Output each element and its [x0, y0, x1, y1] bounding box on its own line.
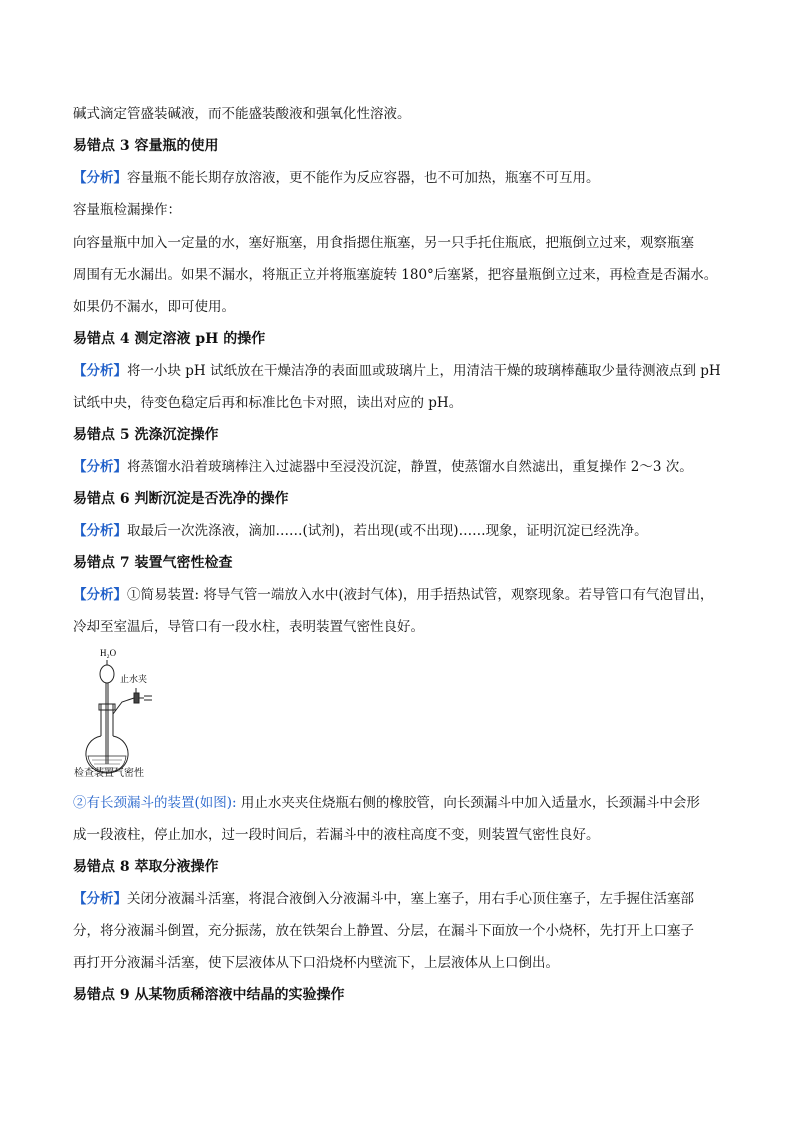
text-line: 分，将分液漏斗倒置，充分振荡，放在铁架台上静置、分层，在漏斗下面放一个小烧杯，先打开上口塞子: [73, 923, 694, 939]
section-heading-4: 易错点 4 测定溶液 pH 的操作: [73, 331, 266, 347]
airtightness-apparatus-figure: [72, 644, 182, 779]
section-heading-5: 易错点 5 洗涤沉淀操作: [73, 427, 219, 443]
analysis-tag: 【分析】: [73, 459, 127, 475]
text-line: 如果仍不漏水，即可使用。: [73, 299, 235, 315]
water-label: H₂O: [100, 648, 117, 658]
analysis-paragraph: 【分析】容量瓶不能长期存放溶液，更不能作为反应容器，也不可加热，瓶塞不可互用。: [73, 170, 600, 186]
analysis-paragraph: 【分析】将一小块 pH 试纸放在干燥洁净的表面皿或玻璃片上，用清洁干燥的玻璃棒蘸取少量待测液点到 pH: [73, 363, 721, 379]
clamp-label: 止水夹: [120, 674, 148, 684]
section-heading-7: 易错点 7 装置气密性检查: [73, 555, 233, 571]
section-heading-3: 易错点 3 容量瓶的使用: [73, 138, 219, 154]
text-line: 再打开分液漏斗活塞，使下层液体从下口沿烧杯内壁流下，上层液体从上口倒出。: [73, 955, 559, 971]
text-line: 向容量瓶中加入一定量的水，塞好瓶塞，用食指摁住瓶塞，另一只手托住瓶底，把瓶倒立过来，观察瓶塞: [73, 235, 694, 251]
analysis-tag: 【分析】: [73, 170, 127, 186]
section-heading-6: 易错点 6 判断沉淀是否洗净的操作: [73, 491, 289, 507]
analysis-paragraph: 【分析】将蒸馏水沿着玻璃棒注入过滤器中至浸没沉淀，静置，使蒸馏水自然滤出，重复操作 2～3 次。: [73, 459, 693, 475]
figure-caption: 检查装置气密性: [74, 768, 144, 779]
analysis-paragraph: 【分析】①简易装置: 将导气管一端放入水中(液封气体)，用手捂热试管，观察现象。若导管口有气泡冒出，: [73, 587, 714, 603]
section-heading-9: 易错点 9 从某物质稀溶液中结晶的实验操作: [73, 987, 345, 1003]
highlighted-text: ②有长颈漏斗的装置(如图):: [73, 795, 237, 811]
analysis-tag: 【分析】: [73, 363, 127, 379]
text-line: 碱式滴定管盛装碱液，而不能盛装酸液和强氧化性溶液。: [73, 106, 411, 122]
text-line: 周围有无水漏出。如果不漏水，将瓶正立并将瓶塞旋转 180°后塞紧，把容量瓶倒立过来，再检查是否漏水。: [73, 267, 718, 283]
text-line: 试纸中央，待变色稳定后再和标准比色卡对照，读出对应的 pH。: [73, 395, 463, 411]
analysis-tag: 【分析】: [73, 587, 127, 603]
analysis-paragraph: 【分析】关闭分液漏斗活塞，将混合液倒入分液漏斗中，塞上塞子，用右手心顶住塞子，左手握住活塞部: [73, 891, 694, 907]
analysis-paragraph: 【分析】取最后一次洗涤液，滴加……(试剂)，若出现(或不出现)……现象，证明沉淀已经洗净。: [73, 523, 648, 539]
text-line: 容量瓶检漏操作：: [73, 202, 181, 218]
analysis-paragraph: ②有长颈漏斗的装置(如图): 用止水夹夹住烧瓶右侧的橡胶管，向长颈漏斗中加入适量水，长颈漏斗中会形: [73, 795, 700, 811]
section-heading-8: 易错点 8 萃取分液操作: [73, 859, 219, 875]
analysis-tag: 【分析】: [73, 891, 127, 907]
analysis-tag: 【分析】: [73, 523, 127, 539]
text-line: 冷却至室温后，导管口有一段水柱，表明装置气密性良好。: [73, 619, 424, 635]
text-line: 成一段液柱，停止加水，过一段时间后，若漏斗中的液柱高度不变，则装置气密性良好。: [73, 827, 600, 843]
